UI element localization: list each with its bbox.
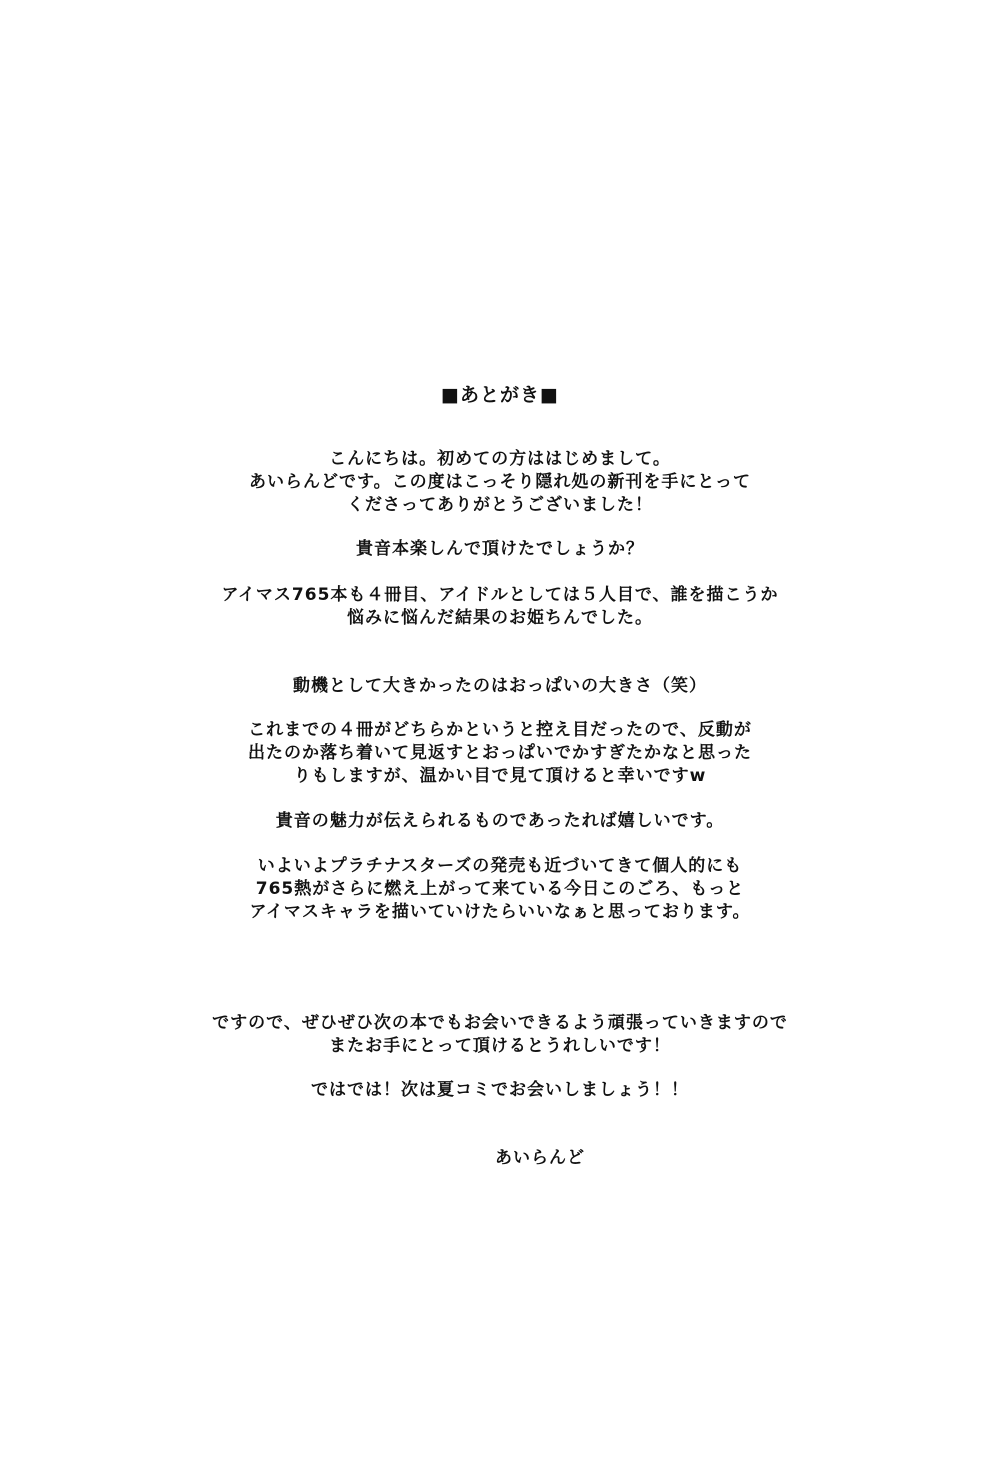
text-line: こんにちは。初めての方ははじめまして。	[329, 449, 671, 469]
text-line: くださってありがとうございました！	[347, 495, 653, 515]
author-name: あいらんど	[495, 1148, 585, 1168]
reflection-paragraph	[0, 719, 1000, 788]
motivation-paragraph	[0, 675, 1000, 698]
text-line: ですので、ぜひぜひ次の本でもお会いできるよう頑張っていきますので	[212, 1013, 788, 1033]
text-line: 765熱がさらに燃え上がって来ている今日このごろ、もっと	[255, 879, 745, 899]
text-line: りもしますが、温かい目で見て頂けると幸いですw	[293, 766, 707, 786]
text-line: またお手にとって頂けるとうれしいです！	[329, 1036, 671, 1056]
text-line: 貴音の魅力が伝えられるものであったれば嬉しいです。	[275, 811, 725, 831]
text-line: 出たのか落ち着いて見返すとおっぱいでかすぎたかなと思った	[248, 743, 752, 763]
text-line: アイマスキャラを描いていけたらいいなぁと思っております。	[249, 902, 751, 922]
author-signature	[40, 1147, 1000, 1170]
text-line: 動機として大きかったのはおっぱいの大きさ（笑）	[293, 676, 707, 696]
text-line: 悩みに悩んだ結果のお姫ちんでした。	[347, 608, 653, 628]
series-paragraph	[0, 584, 1000, 630]
future-paragraph	[0, 855, 1000, 924]
text-line: いよいよプラチナスターズの発売も近づいてきて個人的にも	[257, 856, 743, 876]
text-line: ではでは！次は夏コミでお会いしましょう！！	[311, 1080, 689, 1100]
text-line: 貴音本楽しんで頂けたでしょうか？	[356, 539, 644, 559]
next-book-paragraph	[0, 1012, 1000, 1058]
text-line: これまでの４冊がどちらかというと控え目だったので、反動が	[248, 720, 752, 740]
text-line: あいらんどです。この度はこっそり隠れ処の新刊を手にとって	[249, 472, 751, 492]
text-line: アイマス765本も４冊目、アイドルとしては５人目で、誰を描こうか	[221, 585, 779, 605]
afterword-title: ■あとがき■	[441, 384, 559, 406]
question-paragraph	[0, 538, 1000, 561]
farewell-paragraph	[0, 1079, 1000, 1102]
charm-paragraph	[0, 810, 1000, 833]
greeting-paragraph	[0, 448, 1000, 517]
